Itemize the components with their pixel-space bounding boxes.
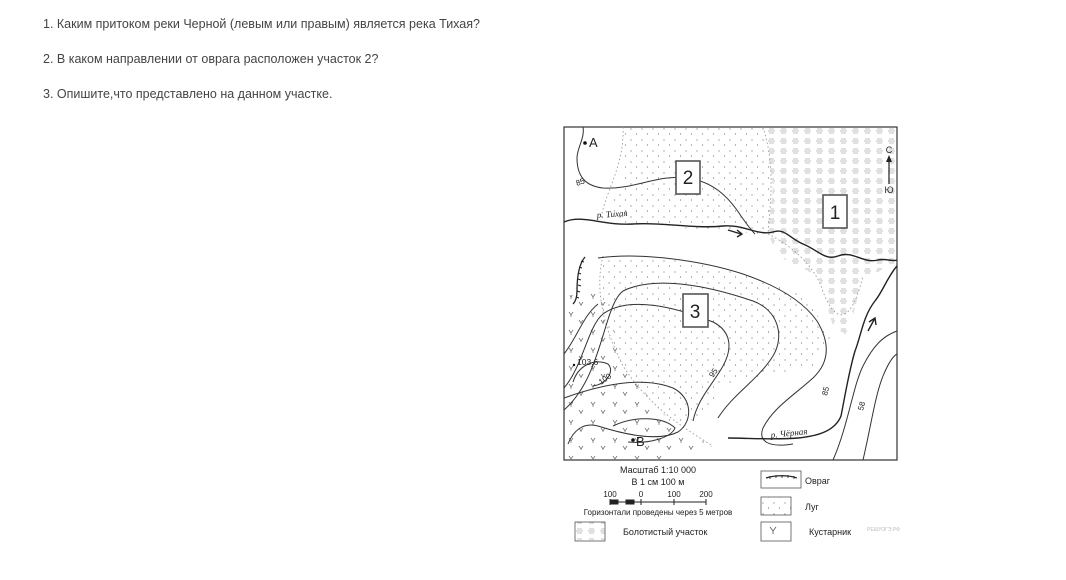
- legend-meadow-swatch: [761, 497, 791, 515]
- legend-shrub-swatch: [761, 522, 791, 541]
- contour-label-58: 58: [856, 400, 868, 412]
- point-a-label: А: [589, 135, 598, 150]
- scale-title: Масштаб 1:10 000: [619, 465, 697, 475]
- contour-label-85-right: 85: [820, 385, 832, 397]
- legend-swamp-swatch: [575, 522, 605, 541]
- legend-ravine-label: Овраг: [805, 476, 831, 486]
- question-2: 2. В каком направлении от оврага расположен участок 2?: [43, 52, 379, 66]
- elevation-label: 103,6: [577, 357, 599, 367]
- legend-meadow-label: Луг: [805, 502, 819, 512]
- contour-interval-note: Горизонтали проведены через 5 метров: [583, 508, 733, 517]
- scale-tick-0: 0: [638, 490, 644, 499]
- topographic-map: [563, 126, 908, 546]
- contour-label-95: 95: [707, 366, 720, 380]
- point-b-label: В: [636, 434, 645, 449]
- scale-tick-100: 100: [667, 490, 681, 499]
- watermark: РЕШУОГЭ.РФ: [867, 527, 900, 533]
- scale-bar: [610, 499, 706, 505]
- scale-tick-100-left: 100: [603, 490, 617, 499]
- point-b-marker: [631, 438, 635, 442]
- contour-label-100: 100: [596, 371, 614, 387]
- compass-south-label: Ю: [884, 185, 894, 195]
- contour-label-85-top: 85: [574, 176, 587, 188]
- legend-swamp-label: Болотистый участок: [623, 527, 708, 537]
- point-a-marker: [583, 141, 587, 145]
- river-chernaya-label: р. Чёрная: [770, 426, 808, 440]
- area-2-label: 2: [682, 168, 694, 189]
- legend-ravine-swatch: [761, 471, 801, 488]
- compass-north-label: С: [885, 145, 893, 155]
- elevation-point: [573, 364, 575, 366]
- scale-tick-200: 200: [699, 490, 713, 499]
- question-3: 3. Опишите,что представлено на данном участке.: [43, 87, 333, 101]
- question-1: 1. Каким притоком реки Черной (левым или правым) является река Тихая?: [43, 17, 480, 31]
- area-3-label: 3: [689, 302, 701, 323]
- legend-shrub-label: Кустарник: [809, 527, 852, 537]
- scale-subtitle: В 1 см 100 м: [631, 477, 685, 487]
- area-1-label: 1: [829, 203, 841, 224]
- river-tikhaya-label: р. Тихая: [596, 207, 628, 220]
